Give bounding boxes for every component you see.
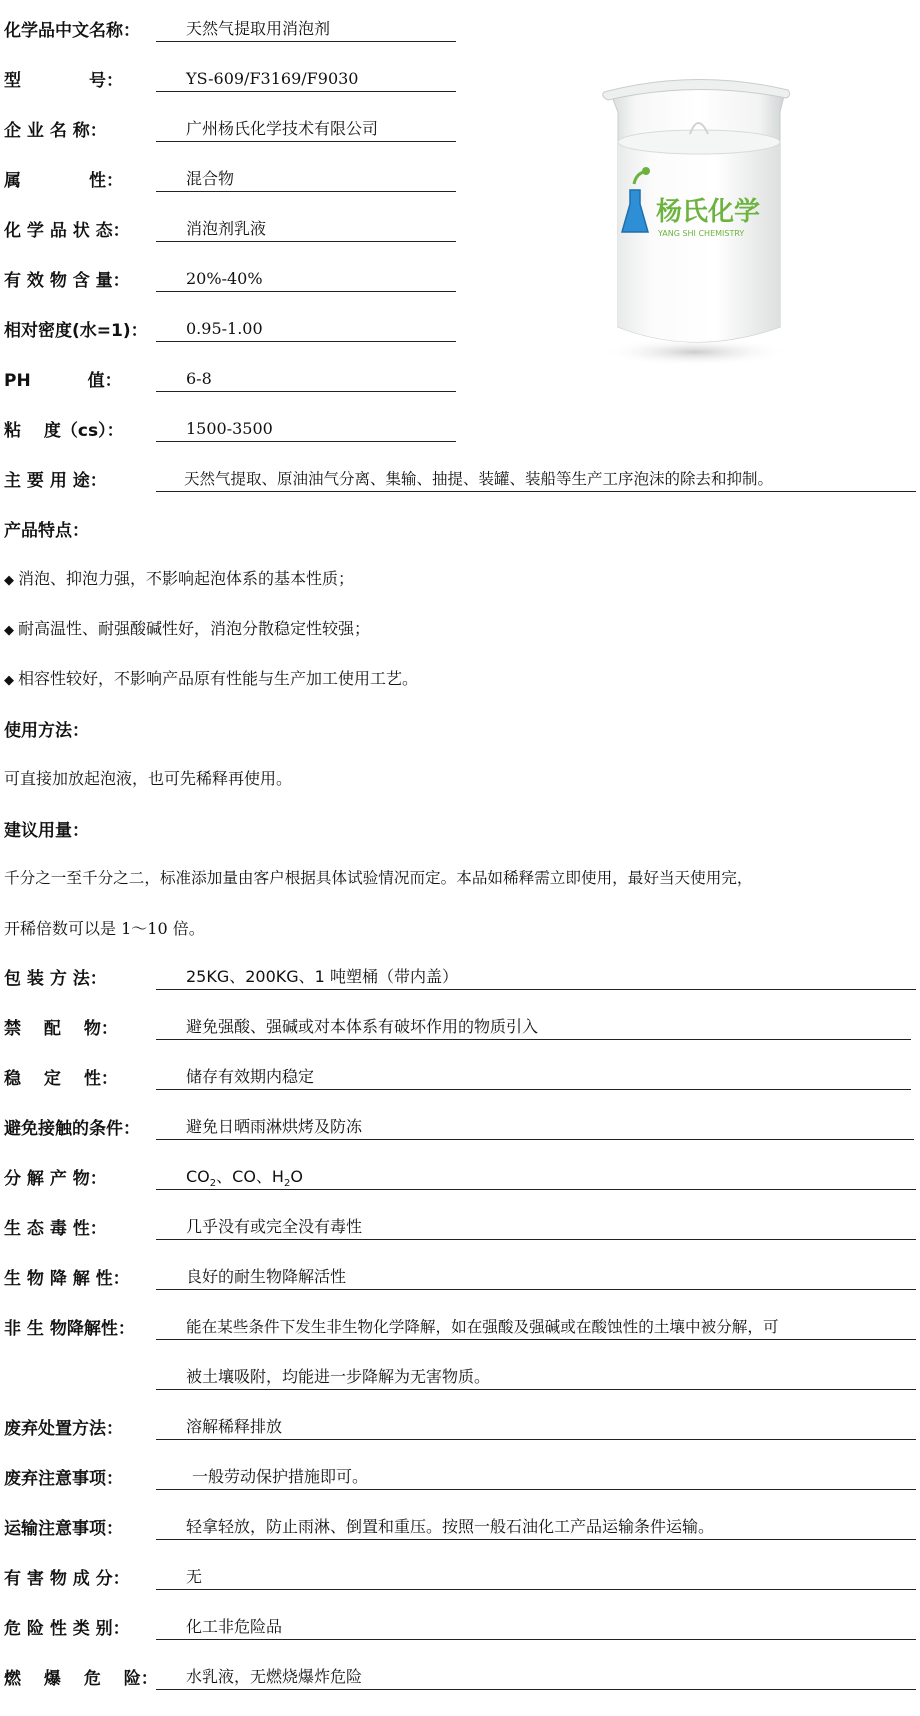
diamond-bullet-icon: ◆ [4, 673, 14, 688]
logo-text: 杨氏化学 [656, 197, 761, 227]
field-row [4, 262, 130, 292]
field-row [4, 462, 107, 492]
field-value: 1500-3500 [156, 418, 456, 442]
field-label: 废弃处置方法： [4, 1419, 123, 1439]
feature-item: ◆ 相容性较好，不影响产品原有性能与生产加工使用工艺。 [4, 669, 419, 688]
field-row [4, 1060, 118, 1090]
field-row [4, 1010, 118, 1040]
field-row [4, 1310, 135, 1340]
field-row [4, 1260, 130, 1290]
field-value: 避免强酸、强碱或对本体系有破坏作用的物质引入 [156, 1016, 911, 1040]
field-label: PH 值： [4, 371, 122, 391]
field-row [4, 1160, 107, 1190]
field-label: 包 装 方 法： [4, 969, 107, 989]
field-label: 粘 度（cs）： [4, 421, 124, 441]
field-value: 广州杨氏化学技术有限公司 [156, 118, 456, 142]
field-value: 避免日晒雨淋烘烤及防冻 [156, 1116, 914, 1140]
field-value: 天然气提取用消泡剂 [156, 18, 456, 42]
field-value: 几乎没有或完全没有毒性 [156, 1216, 916, 1240]
field-label: 非 生 物降解性： [4, 1319, 135, 1339]
field-value: 0.95-1.00 [156, 318, 456, 342]
field-value: 20%-40% [156, 268, 456, 292]
field-row [4, 1560, 130, 1590]
field-label: 型 号： [4, 71, 123, 91]
field-label: 主 要 用 途： [4, 471, 107, 491]
field-row [4, 1510, 123, 1540]
field-value: 能在某些条件下发生非生物化学降解，如在强酸及强碱或在酸蚀性的土壤中被分解，可 [156, 1316, 916, 1340]
field-label: 燃 爆 危 险： [4, 1669, 158, 1689]
field-label: 化 学 品 状 态： [4, 221, 130, 241]
field-value: 一般劳动保护措施即可。 [156, 1466, 916, 1490]
field-value: 良好的耐生物降解活性 [156, 1266, 916, 1290]
field-value-continued: 被土壤吸附，均能进一步降解为无害物质。 [156, 1366, 916, 1390]
field-label: 禁 配 物： [4, 1019, 118, 1039]
field-row [4, 312, 148, 342]
field-row [4, 62, 123, 92]
field-label: 生 物 降 解 性： [4, 1269, 130, 1289]
field-row [4, 960, 107, 990]
features-heading: 产品特点： [4, 521, 89, 541]
field-row [4, 112, 107, 142]
field-value: 天然气提取、原油油气分离、集输、抽提、装罐、装船等生产工序泡沫的除去和抑制。 [156, 468, 916, 492]
field-label: 稳 定 性： [4, 1069, 118, 1089]
field-row [4, 1410, 123, 1440]
field-label: 企 业 名 称： [4, 121, 107, 141]
logo-subtext: YANG SHI CHEMISTRY [658, 229, 745, 238]
diamond-bullet-icon: ◆ [4, 623, 14, 638]
usage-heading: 使用方法： [4, 721, 89, 741]
field-label: 危 险 性 类 别： [4, 1619, 130, 1639]
field-value: 消泡剂乳液 [156, 218, 456, 242]
diamond-bullet-icon: ◆ [4, 573, 14, 588]
field-label: 属 性： [4, 171, 123, 191]
field-row [4, 1460, 123, 1490]
field-value: 无 [156, 1566, 916, 1590]
field-value: 混合物 [156, 168, 456, 192]
feature-item: ◆ 耐高温性、耐强酸碱性好，消泡分散稳定性较强； [4, 619, 371, 638]
field-label: 避免接触的条件： [4, 1119, 140, 1139]
field-label: 废弃注意事项： [4, 1469, 123, 1489]
dosage-text-line2: 开稀倍数可以是 1～10 倍。 [4, 919, 205, 938]
field-label: 有 害 物 成 分： [4, 1569, 130, 1589]
field-value: 6-8 [156, 368, 456, 392]
dosage-heading: 建议用量： [4, 821, 89, 841]
field-label: 相对密度(水=1)： [4, 321, 148, 341]
field-value: 水乳液，无燃烧爆炸危险 [156, 1666, 916, 1690]
field-label: 分 解 产 物： [4, 1169, 107, 1189]
field-value: 溶解稀释排放 [156, 1416, 916, 1440]
field-label: 生 态 毒 性： [4, 1219, 107, 1239]
field-row [4, 212, 130, 242]
field-row [4, 1110, 140, 1140]
field-value: 25KG、200KG、1 吨塑桶（带内盖） [156, 966, 916, 990]
field-row [4, 1610, 130, 1640]
field-row [4, 362, 122, 392]
product-beaker-image [590, 72, 800, 372]
field-row [4, 12, 140, 42]
field-row [4, 412, 124, 442]
field-row [4, 1660, 158, 1690]
feature-item: ◆ 消泡、抑泡力强，不影响起泡体系的基本性质； [4, 569, 355, 588]
dosage-text-line1: 千分之一至千分之二，标准添加量由客户根据具体试验情况而定。本品如稀释需立即使用，最好当天使用完， [4, 869, 753, 887]
field-value: 储存有效期内稳定 [156, 1066, 911, 1090]
field-row [4, 1210, 107, 1240]
field-value: 轻拿轻放，防止雨淋、倒置和重压。按照一般石油化工产品运输条件运输。 [156, 1516, 916, 1540]
field-label: 化学品中文名称： [4, 21, 140, 41]
field-label: 有 效 物 含 量： [4, 271, 130, 291]
field-row [4, 162, 123, 192]
field-label: 运输注意事项： [4, 1519, 123, 1539]
decomposition-products: $CO_2$、CO、$H_2O$ [156, 1166, 916, 1190]
usage-text: 可直接加放起泡液，也可先稀释再使用。 [4, 769, 293, 788]
field-value: YS-609/F3169/F9030 [156, 68, 456, 92]
field-value: 化工非危险品 [156, 1616, 916, 1640]
